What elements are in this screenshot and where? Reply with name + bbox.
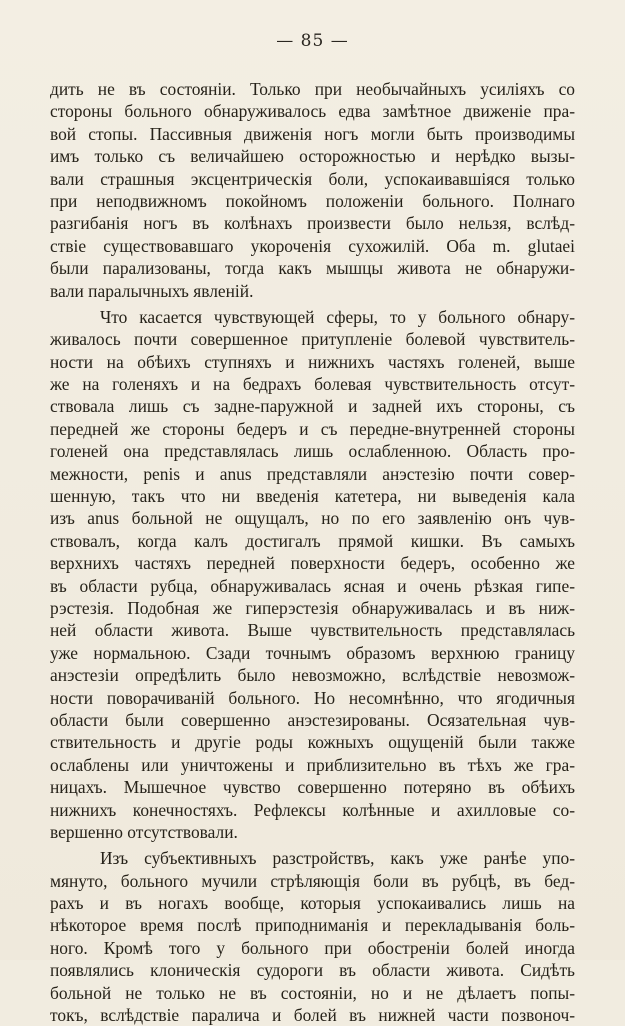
text-line: вершенно отсутствовали. xyxy=(50,821,238,842)
text-line: Изъ субъективныхъ разстройствъ, какъ уже ранѣе упо- xyxy=(100,848,575,869)
text-line: ствовалъ, когда калъ достигалъ прямой кишки. Въ самыхъ xyxy=(50,530,575,551)
text-line: ности поворачиванiй больного. Но несомнѣнно, что ягодичныя xyxy=(50,687,575,708)
text-line: передней же стороны бедеръ и съ передне-внутренней стороны xyxy=(50,418,575,439)
text-line: разгибанiя ногъ въ колѣнахъ произвести было нельзя, вслѣд- xyxy=(50,213,575,234)
text-line: изъ anus больной не ощущалъ, но по его заявленiю онъ чув- xyxy=(50,508,575,529)
paragraph xyxy=(50,78,575,302)
text-line: верхнихъ частяхъ передней поверхности бедеръ, особенно же xyxy=(50,553,575,574)
text-line: ствiе существовавшаго укороченiя сухожилiй. Оба m. glutaei xyxy=(50,235,575,256)
text-line: уже нормальною. Сзади точнымъ образомъ верхнюю границу xyxy=(50,642,575,663)
text-line: токъ, вслѣдствiе паралича и болей въ нижней части позвоноч- xyxy=(50,1005,575,1026)
text-line: вой стопы. Пассивныя движенiя ногъ могли быть производимы xyxy=(50,123,575,144)
text-line: ослаблены или уничтожены и приблизительно въ тѣхъ же гра- xyxy=(50,754,575,775)
text-line: области были совершенно анэстезированы. Осязательная чув- xyxy=(50,709,575,730)
text-line: межности, penis и anus представляли анэстезiю почти совер- xyxy=(50,463,575,484)
text-line: при неподвижномъ покойномъ положенiи больного. Полнаго xyxy=(50,190,575,211)
text-line: же на голеняхъ и на бедрахъ болевая чувствительность отсут- xyxy=(50,374,575,395)
text-line: Что касается чувствующей сферы, то у больного обнару- xyxy=(100,306,575,327)
text-line: ствовала лишь съ задне-паружной и задней ихъ стороны, съ xyxy=(50,396,575,417)
paragraph xyxy=(50,306,575,843)
text-line: живалось почти совершенное притупленiе болевой чувствитель- xyxy=(50,329,575,350)
text-line: вали страшныя эксцентрическiя боли, успокаивавшiяся только xyxy=(50,168,575,189)
text-line: ницахъ. Мышечное чувство совершенно потеряно въ обѣихъ xyxy=(50,777,575,798)
text-line: стороны больного обнаруживалось едва замѣтное движенiе пра- xyxy=(50,101,575,122)
text-line: вали паралычныхъ явленiй. xyxy=(50,280,254,301)
text-line: ности на обѣихъ ступняхъ и нижнихъ частяхъ голеней, выше xyxy=(50,351,575,372)
text-line: въ области рубца, обнаруживалась ясная и очень рѣзкая гипе- xyxy=(50,575,575,596)
text-line: ней области живота. Выше чувствительность представлялась xyxy=(50,620,575,641)
page-number: — 85 — xyxy=(276,31,349,51)
text-line: нижнихъ конечностяхъ. Рефлексы колѣнные и ахилловые со- xyxy=(50,799,575,820)
text-line: рахъ и въ ногахъ вообще, которыя успокаивались лишь на xyxy=(50,893,575,914)
text-line: шенную, такъ что ни введенiя катетера, ни выведенiя кала xyxy=(50,486,575,507)
text-line: анэстезiи опредѣлить было невозможно, вслѣдствiе невозмож- xyxy=(50,665,575,686)
text-line: были парализованы, тогда какъ мышцы живота не обнаружи- xyxy=(50,258,575,279)
text-line: мянуто, больного мучили стрѣляющiя боли въ рубцѣ, въ бед- xyxy=(50,870,575,891)
paragraph xyxy=(50,847,575,1026)
text-line: ствительность и другiе роды кожныхъ ощущенiй были также xyxy=(50,732,575,753)
text-line: дить не въ состоянiи. Только при необычайныхъ усилiяхъ со xyxy=(50,79,575,99)
text-line: имъ только съ величайшею осторожностью и нерѣдко вызы- xyxy=(50,146,575,167)
text-line: больной не только не въ состоянiи, но и не дѣлаетъ попы- xyxy=(50,982,575,1003)
body-text xyxy=(50,78,575,1026)
text-line: появлялись клоническiя судороги въ области живота. Сидѣть xyxy=(50,960,575,981)
text-line: ного. Кромѣ того у больного при обостренiи болей иногда xyxy=(50,937,575,958)
text-line: голеней она представлялась лишь ослабленною. Область про- xyxy=(50,441,575,462)
text-line: рэстезiя. Подобная же гиперэстезiя обнаруживалась и въ ниж- xyxy=(50,597,575,618)
text-line: нѣкоторое время послѣ приподниманiя и перекладыванiя боль- xyxy=(50,915,575,936)
